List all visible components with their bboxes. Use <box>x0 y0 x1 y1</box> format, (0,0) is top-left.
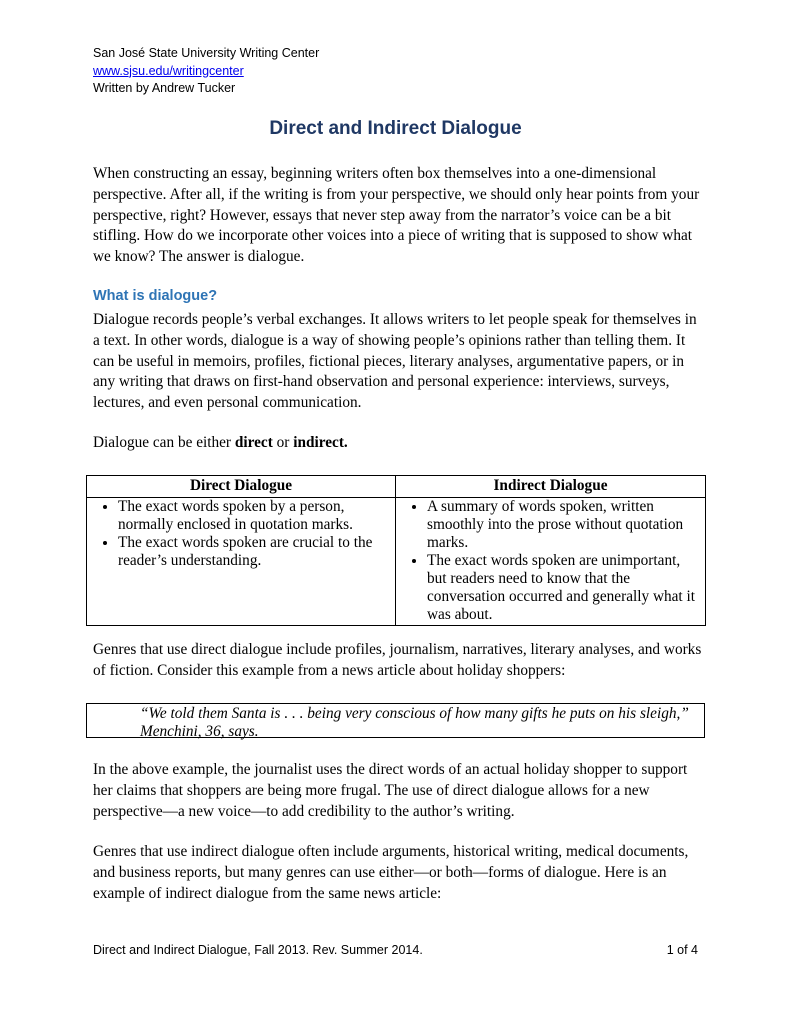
direct-column-header: Direct Dialogue <box>87 476 396 498</box>
comparison-table <box>86 475 706 626</box>
indirect-cell <box>396 497 706 625</box>
header-institution: San José State University Writing Center <box>93 46 320 60</box>
section-heading: What is dialogue? <box>93 288 218 304</box>
direct-term: direct <box>234 434 273 451</box>
footer-title: Direct and Indirect Dialogue, Fall 2013. Rev. Summer 2014. <box>93 943 423 957</box>
indirect-genres-paragraph: Genres that use indirect dialogue often include arguments, historical writing, medical documents, and business reports, but many genres can use either—or both—forms of dialogue. Here is an example of indirect dialogue from the same news article: <box>93 843 689 902</box>
definition-paragraph: Dialogue records people’s verbal exchanges. It allows writers to let people speak for themselves in a text. In other words, dialogue is a way of showing people’s opinions rather than telling them. It can be useful in memoirs, profiles, fictional pieces, literary analyses, argumentative papers, or in any writing that draws on first-hand observation and personal experience: interviews, surveys, lectures, and even personal communication. <box>93 311 697 412</box>
intro-paragraph: When constructing an essay, beginning writers often box themselves into a one-dimensional perspective. After all, if the writing is from your perspective, we should only hear points from your perspective, right? However, essays that never step away from the narrator’s voice can be a bit stifling. How do we incorporate other voices into a piece of writing that is supposed to show what we know? The answer is dialogue. <box>93 165 700 266</box>
analysis-paragraph: In the above example, the journalist uses the direct words of an actual holiday shopper to support her claims that shoppers are being more frugal. The use of direct dialogue allows for a new perspective—a new voice—to add credibility to the author’s writing. <box>93 761 688 820</box>
direct-list <box>92 498 390 570</box>
list-item: • The exact words spoken are unimportant, but readers need to know that the conversation occurred and generally what it was about. <box>427 552 700 624</box>
quote-box <box>86 703 705 738</box>
indirect-term: indirect. <box>293 434 348 451</box>
direct-genres-paragraph: Genres that use direct dialogue include profiles, journalism, narratives, literary analyses, and works of fiction. Consider this example from a news article about holiday shoppers: <box>93 641 702 679</box>
list-item: • The exact words spoken by a person, normally enclosed in quotation marks. <box>118 498 390 534</box>
page-footer <box>93 943 698 957</box>
header-author: Written by Andrew Tucker <box>93 81 236 95</box>
page-number: 1 of 4 <box>666 943 698 957</box>
indirect-column-header: Indirect Dialogue <box>396 476 706 498</box>
list-item: • A summary of words spoken, written smoothly into the prose without quotation marks. <box>427 498 700 552</box>
either-prefix: Dialogue can be either <box>93 434 235 451</box>
list-item: • The exact words spoken are crucial to the reader’s understanding. <box>118 534 390 570</box>
either-sentence <box>93 433 703 454</box>
table-row <box>87 497 706 625</box>
table-header-row <box>87 476 706 498</box>
either-or: or <box>272 434 294 451</box>
example-quote: “We told them Santa is . . . being very conscious of how many gifts he puts on his sleigh,” Menchini, 36, says. <box>140 705 689 740</box>
document-header <box>93 45 319 98</box>
indirect-list <box>401 498 700 624</box>
writing-center-link[interactable]: www.sjsu.edu/writingcenter <box>93 63 244 78</box>
direct-cell <box>87 497 396 625</box>
page-title: Direct and Indirect Dialogue <box>269 118 522 139</box>
